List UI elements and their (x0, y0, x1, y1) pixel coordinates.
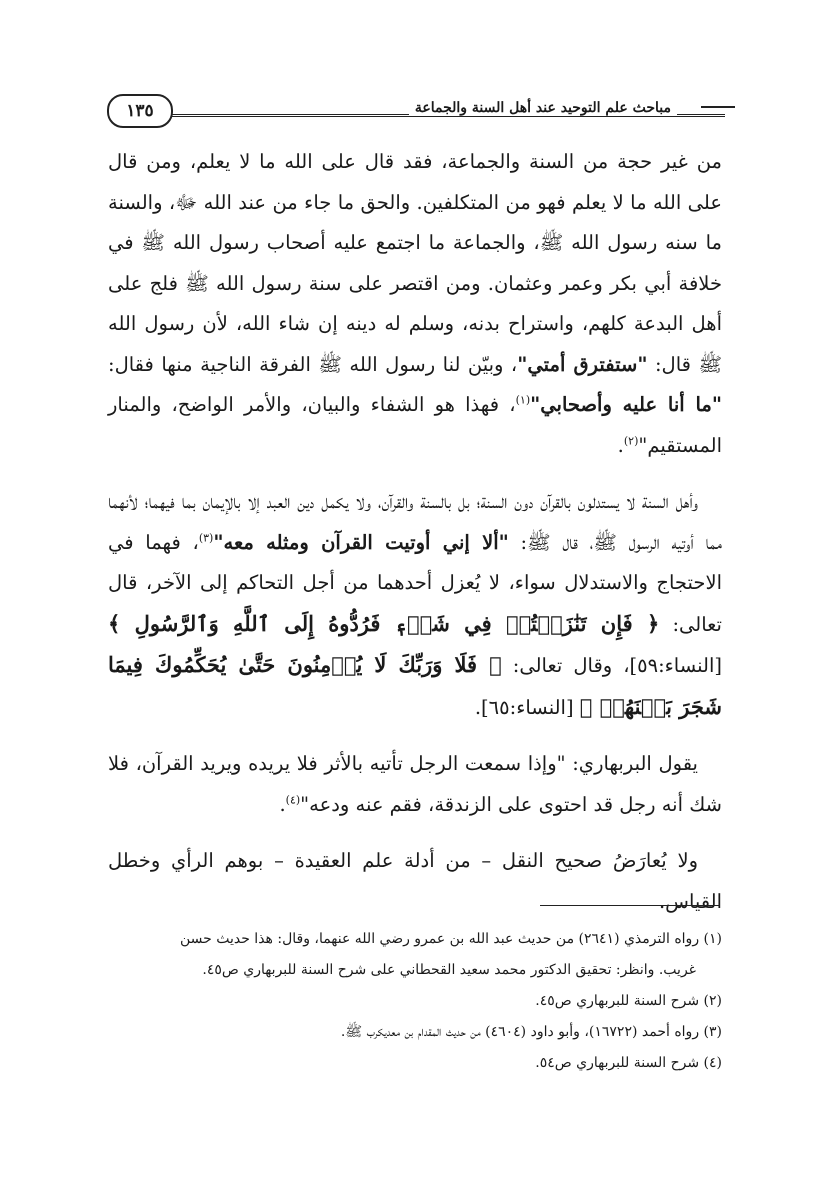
paragraph (108, 744, 722, 825)
footnote-ref: (٤) (285, 793, 301, 806)
footnote: (٢) شرح السنة للبربهاري ص٤٥. (535, 993, 722, 1009)
header-dash (701, 106, 735, 108)
hadith-quote: "ستفترق أمتي" (517, 352, 648, 376)
text-segment: ، فهذا هو الشفاء والبيان، والأمر الواضح، والمنار المستقيم" (108, 393, 722, 457)
text-segment: ، فهما في الاحتجاج والاستدلال سواء، لا يُعزل أحدهما من أجل التحاكم إلى الآخر، قال تعالى: (108, 530, 722, 636)
paragraph (108, 482, 722, 728)
text-segment: يقول البربهاري: "وإذا سمعت الرجل تأتيه بالأثر فلا يريده ويريد القرآن، فلا شك أنه رجل قد احتوى على الزندقة، فقم عنه ودعه" (108, 752, 722, 816)
text-segment: . (617, 433, 624, 457)
footnote: (٣) رواه أحمد (١٦٧٢٢)، وأبو داود (٤٦٠٤) من حديث المقدام بن معديكرب ﷺ. (340, 1024, 722, 1040)
footnote: (٤) شرح السنة للبربهاري ص٥٤. (535, 1055, 722, 1071)
header-title: مباحث علم التوحيد عند أهل السنة والجماعة (409, 100, 677, 116)
text-segment: ولا يُعارَضُ صحيح النقل – من أدلة علم العقيدة – بوهم الرأي وخطل القياس. (108, 849, 722, 913)
body-text (108, 142, 722, 938)
text-segment: من غير حجة من السنة والجماعة، فقد قال على الله ما لا يعلم، ومن قال على الله ما لا يعلم فهو من المتكلفين. والحق ما جاء من عند الله ﷻ، والسنة ما سنه رسول الله ﷺ، والجماعة ما اجتمع عليه أصحاب رسول الله ﷺ في خلافة أبي بكر وعمر وعثمان. ومن اقتصر على سنة رسول الله ﷺ فلج على أهل البدعة كلهم، واستراح بدنه، وسلم له دينه إن شاء الله، لأن رسول الله ﷺ قال: (108, 150, 722, 376)
quran-verse: ﴿ فَإِن تَنَٰزَعۡتُمۡ فِي شَيۡءٖ فَرُدُّوهُ إِلَى ٱللَّهِ وَٱلرَّسُولِ ﴾ (108, 610, 660, 636)
text-segment: [النساء:٦٥]. (474, 695, 580, 719)
hadith-quote: "ألا إني أوتيت القرآن ومثله معه" (213, 530, 509, 554)
quran-verse: ﴿ فَلَا وَرَبِّكَ لَا يُؤۡمِنُونَ حَتَّىٰ يُحَكِّمُوكَ فِيمَا شَجَرَ بَيۡنَهُمۡ ﴾ (108, 652, 722, 719)
text-segment: ، وبيّن لنا رسول الله ﷺ الفرقة الناجية منها فقال: (108, 352, 518, 376)
footnote-ref: (٣) (198, 531, 214, 544)
paragraph (108, 142, 722, 466)
text-segment: [النساء:٥٩]، وقال تعالى: (501, 654, 722, 677)
footnote-ref: (١) (515, 393, 531, 407)
footnotes (108, 924, 722, 1079)
footnote-ref: (٢) (623, 434, 639, 447)
page-number: ١٣٥ (107, 94, 173, 128)
footnote: غريب. وانظر: تحقيق الدكتور محمد سعيد القحطاني على شرح السنة للبربهاري ص٤٥. (202, 962, 696, 978)
footnote-separator (540, 905, 720, 906)
footnote: (١) رواه الترمذي (٢٦٤١) من حديث عبد الله بن عمرو رضي الله عنهما، وقال: هذا حديث حسن (179, 931, 722, 947)
paragraph (108, 841, 722, 922)
text-segment: وأهل السنة لا يستدلون بالقرآن دون السنة؛ بل بالسنة والقرآن، ولا يكمل دين العبد إلا بالإيمان بما فيهما؛ لأنهما مما أوتيه الرسول ﷺ، قال ﷺ: (108, 490, 722, 554)
hadith-quote: "ما أنا عليه وأصحابي" (530, 393, 723, 416)
running-header (105, 92, 725, 136)
text-segment: . (279, 792, 286, 816)
